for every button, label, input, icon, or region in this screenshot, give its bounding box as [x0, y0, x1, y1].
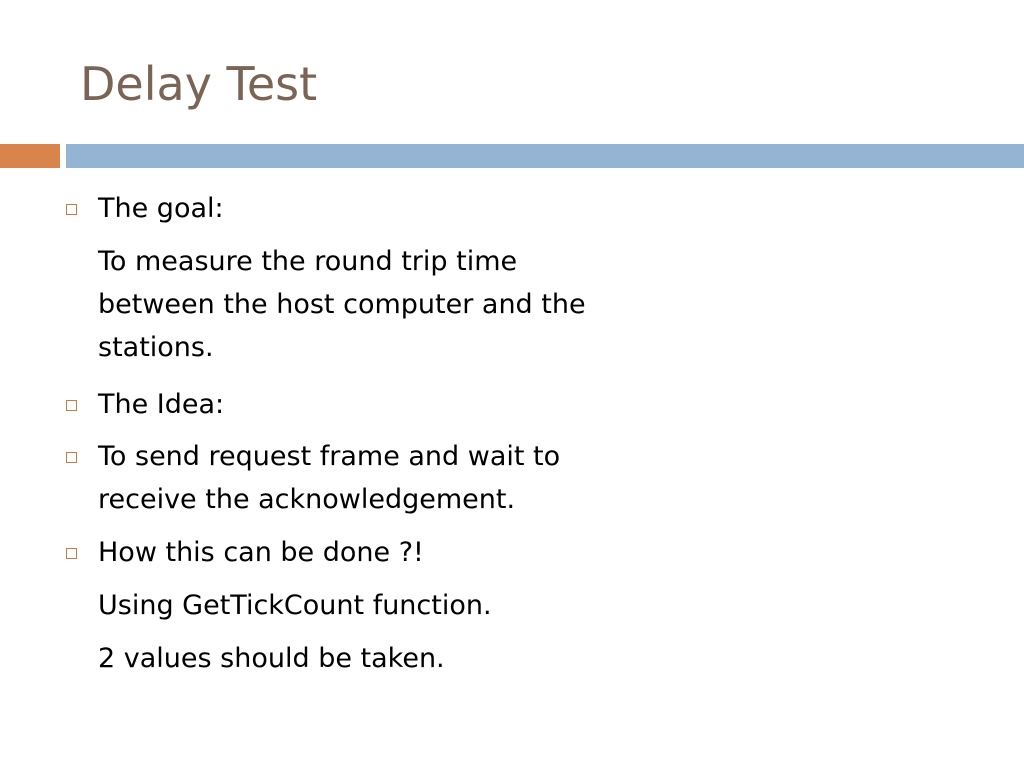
- bullet-4-body-line-1: Using GetTickCount function.: [98, 590, 492, 621]
- bullet-marker-1: [66, 204, 77, 215]
- bullet-marker-2: [66, 400, 77, 411]
- bullet-1-body-line-2: between the host computer and the: [98, 289, 586, 320]
- bullet-marker-4: [66, 548, 77, 559]
- slide-title: Delay Test: [80, 57, 318, 111]
- bullet-2-label: The Idea:: [98, 389, 225, 420]
- bullet-1-body-line-3: stations.: [98, 332, 214, 363]
- bullet-3-label: To send request frame and wait to: [98, 441, 561, 472]
- bullet-1-label: The goal:: [98, 193, 224, 224]
- bullet-3-body-line-1: receive the acknowledgement.: [98, 484, 516, 515]
- bullet-4-body-line-2: 2 values should be taken.: [98, 643, 445, 674]
- bullet-marker-3: [66, 452, 77, 463]
- bullet-4-label: How this can be done ?!: [98, 537, 424, 568]
- bullet-1-body-line-1: To measure the round trip time: [98, 246, 518, 277]
